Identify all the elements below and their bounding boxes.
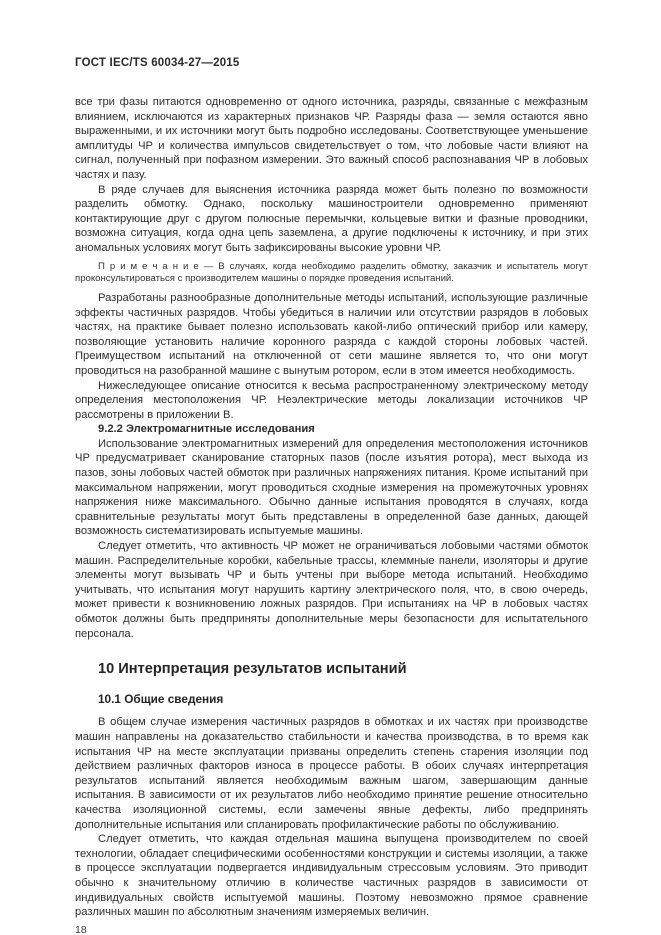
heading-9-2-2-electromagnetic-investigations: 9.2.2 Электромагнитные исследования (98, 423, 315, 436)
paragraph-pd-activity-safety: Следует отметить, что активность ЧР может не ограничиваться лобовыми частями обмоток машин. Распределительные коробки, кабельные трассы, клеммные панели, изоляторы и другие элементы могут вызывать ЧР и быть учтены при выборе метода испытаний. Необходимо учитывать, что испытания могут нарушить картину электрического поля, что, в свою очередь, может привести к возникновению ложных разрядов. При испытаниях на ЧР в лобовых частях обмоток должны быть предприняты дополнительные меры безопасности для испытательного персонала. (75, 540, 588, 640)
paragraph-machine-individuality: Следует отметить, что каждая отдельная машина выпущена производителем по своей технологии, обладает специфическими особенностями конструкции и системы изоляции, а также в процессе эксплуатации подвергается индивидуальным стрессовым условиям. Это приводит обычно к значительному отличию в количестве частичных разрядов в зависимости от индивидуальных свойств испытуемой машины. Поэтому невозможно прямое сравнение различных машин по абсолютным значениям измеряемых величин. (75, 833, 588, 919)
document-header-standard-number: ГОСТ IEC/TS 60034-27—2015 (75, 57, 240, 69)
page-number: 18 (75, 923, 87, 935)
document-body (75, 95, 588, 935)
paragraph-interpretation-general: В общем случае измерения частичных разрядов в обмотках и их частях при производстве машин направлены на доказательство стабильности и качества производства, в то время как испытания ЧР на месте эксплуатации призваны определить степень старения изоляции под действием различных факторов износа в процессе работы. В обоих случаях интерпретация результатов испытаний является необходимым важным шагом, завершающим данные испытания. В зависимости от их результатов либо необходимо принятие решение относительно качества изоляционной системы, если замечены явные дефекты, либо предпринять дополнительные испытания или спланировать профилактические работы по обслуживанию. (75, 716, 588, 831)
heading-10-1-general: 10.1 Общие сведения (98, 691, 224, 706)
paragraph-additional-methods: Разработаны разнообразные дополнительные методы испытаний, использующие различные эффекты частичных разрядов. Чтобы убедиться в наличии или отсутствии разрядов в лобовых частях, на практике бывает полезно использовать какой-либо оптический прибор или камеру, позволяющие установить наличие коронного разряда с каждой стороны лобовых частей. Преимуществом испытаний на отключенной от сети машине является то, что они могут проводиться на разобранной машине с вынутым ротором, если в этом имеется необходимость. (75, 291, 588, 377)
note-block: П р и м е ч а н и е — В случаях, когда необходимо разделить обмотку, заказчик и испытатель могут проконсультироваться с производителем машины о порядке проведения испытаний. (75, 260, 588, 284)
paragraph-continuation: все три фазы питаются одновременно от одного источника, разряды, связанные с межфазным влиянием, исключаются из характерных признаков ЧР. Разряды фаза — земля остаются явно выраженными, и их источники могут быть подробно исследованы. Соответствующее уменьшение амплитуды ЧР и количества импульсов свидетельствует о том, что лобовые части влияют на сигнал, полученный при пофазном измерении. Это важный способ распознавания ЧР в лобовых частях и пазу. (75, 96, 588, 181)
paragraph-electromagnetic-measurements: Использование электромагнитных измерений для определения местоположения источников ЧР предусматривает сканирование статорных пазов (после изъятия ротора), мест выхода из пазов, зоны лобовых частей обмоток при различных напряжениях питания. Кроме испытаний при максимальном напряжении, могут проводиться сходные измерения на промежуточных уровнях напряжения ниже максимального. Обычно данные испытания проводятся в случаях, когда сравнительные результаты могут быть представлены в определенной базе данных, дающей возможность систематизировать испытуемые машины. (75, 437, 588, 538)
heading-10-interpretation-of-test-results: 10 Интерпретация результатов испытаний (98, 661, 407, 678)
paragraph-electrical-method-intro: Нижеследующее описание относится к весьма распространенному электрическому методу определения местоположения ЧР. Неэлектрические методы локализации источников ЧР рассмотрены в приложении В. (75, 379, 588, 421)
paragraph-winding-separation: В ряде случаев для выяснения источника разряда может быть полезно по возможности разделить обмотку. Однако, поскольку машиностроители одновременно применяют контактирующие друг с другом полюсные перемычки, кольцевые витки и фазные проводники, возможна ситуация, когда одна цепь заземлена, а другие подключены к источнику, и при этих аномальных условиях могут быть зафиксированы высокие уровни ЧР. (75, 183, 588, 254)
